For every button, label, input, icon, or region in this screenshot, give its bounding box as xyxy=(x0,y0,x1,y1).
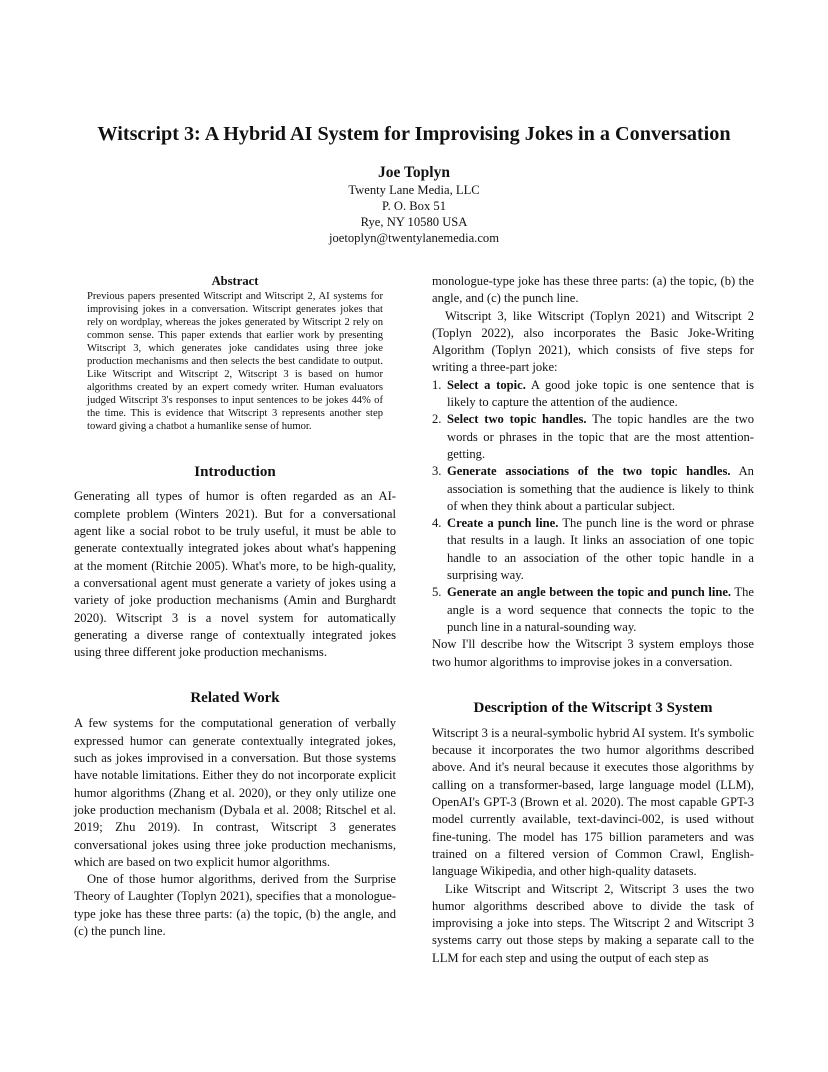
list-item: 4. Create a punch line. The punch line is the word or phrase that results in a laugh. It links an association of one topic handle to an association of the other topic handle in a surprising way. xyxy=(432,516,755,583)
list-item: 2. Select two topic handles. The topic handles are the two words or phrases in the topic that are the most attention-getting. xyxy=(432,412,755,461)
description-heading: Description of the Witscript 3 System xyxy=(473,699,713,716)
related-work-paragraph: Now I'll describe how the Witscript 3 system employs those two humor algorithms to improvise jokes in a conversation. xyxy=(432,637,754,669)
author-block xyxy=(0,163,828,246)
abstract-heading: Abstract xyxy=(211,274,259,288)
affiliation-line: Rye, NY 10580 USA xyxy=(360,215,468,229)
left-column xyxy=(74,273,396,939)
introduction-paragraph: Generating all types of humor is often regarded as an AI-complete problem (Winters 2021). But for a conversational agent like a social robot to be truly useful, it must be able to generate contextually integrated jokes about what's happening at the moment (Ritchie 2005). What's more, to be high-quality, a conversational agent must generate a variety of jokes using a variety of joke production mechanisms (Amin and Burghardt 2020). Witscript 3 is a novel system for automatically generating a diverse range of contextually integrated jokes using three different joke production mechanisms. xyxy=(74,489,396,660)
description-paragraph: Witscript 3 is a neural-symbolic hybrid AI system. It's symbolic because it incorporates the two humor algorithms described above. And it's neural because it executes those algorithms by calling on a transformer-based, large language model (LLM), OpenAI's GPT-3 (Brown et al. 2020). The most capable GPT-3 model currently available, text-davinci-002, is used without fine-tuning. The model has 175 billion parameters and was trained on a filtered version of Common Crawl, English-language Wikipedia, and other high-quality datasets. xyxy=(432,725,754,879)
author-name: Joe Toplyn xyxy=(378,164,450,181)
list-item: 5. Generate an angle between the topic and punch line. The angle is a word sequence that connects the topic to the punch line in a natural-sounding way. xyxy=(432,585,754,634)
right-column xyxy=(432,273,754,967)
related-work-paragraph: One of those humor algorithms, derived from the Surprise Theory of Laughter (Toplyn 2021), specifies that a monologue-type joke has these three parts: (a) the topic, (b) the angle, and (c) the punch line. xyxy=(74,872,396,939)
list-item: 1. Select a topic. A good joke topic is one sentence that is likely to capture the attention of the audience. xyxy=(432,377,755,410)
related-work-paragraph: Witscript 3, like Witscript (Toplyn 2021) and Witscript 2 (Toplyn 2022), also incorporates the Basic Joke-Writing Algorithm (Toplyn 2021), which consists of five steps for writing a three-part joke: xyxy=(432,308,754,375)
description-paragraph: Like Witscript and Witscript 2, Witscript 3 uses the two humor algorithms described above to divide the task of improvising a joke into steps. The Witscript 2 and Witscript 3 systems carry out those steps by making a separate call to the LLM for each step and using the output of each step as xyxy=(432,881,754,965)
joke-writing-steps xyxy=(432,377,754,636)
related-work-paragraph: A few systems for the computational generation of verbally expressed humor can generate contextually integrated jokes, such as jokes improvised in a conversation. But those systems have notable limitations. Either they do not incorporate explicit humor algorithms (Zhang et al. 2020), or they only utilize one joke production mechanism (Dybala et al. 2008; Ritschel et al. 2019; Zhu 2019). In contrast, Witscript 3 generates conversational jokes using three joke production mechanisms, which are based on two explicit humor algorithms. xyxy=(74,716,396,869)
affiliation-line: Twenty Lane Media, LLC xyxy=(348,183,480,197)
related-work-heading: Related Work xyxy=(190,690,280,707)
list-item: 3. Generate associations of the two topic handles. An association is something that the audience is likely to think of when they think about a particular subject. xyxy=(432,464,754,513)
affiliation-line: P. O. Box 51 xyxy=(381,199,447,213)
related-work-paragraph-continued: monologue-type joke has these three parts: (a) the topic, (b) the angle, and (c) the punch line. xyxy=(432,274,754,306)
abstract-text: Previous papers presented Witscript and Witscript 2, AI systems for improvising jokes in a conversation. Witscript generates jokes that rely on wordplay, whereas the jokes generated by Witscript 2 rely on common sense. This paper extends that earlier work by presenting Witscript 3, which generates joke candidates using three joke production mechanisms and then selects the best candidate to output. Like Witscript and Witscript 2, Witscript 3 is based on humor algorithms created by an expert comedy writer. Human evaluators judged Witscript 3's responses to input sentences to be jokes 44% of the time. This is evidence that Witscript 3 represents another step toward giving a chatbot a humanlike sense of humor. xyxy=(87,291,383,432)
author-email: joetoplyn@twentylanemedia.com xyxy=(328,231,500,245)
paper-title: Witscript 3: A Hybrid AI System for Improvising Jokes in a Conversation xyxy=(97,123,731,145)
introduction-heading: Introduction xyxy=(194,464,276,481)
